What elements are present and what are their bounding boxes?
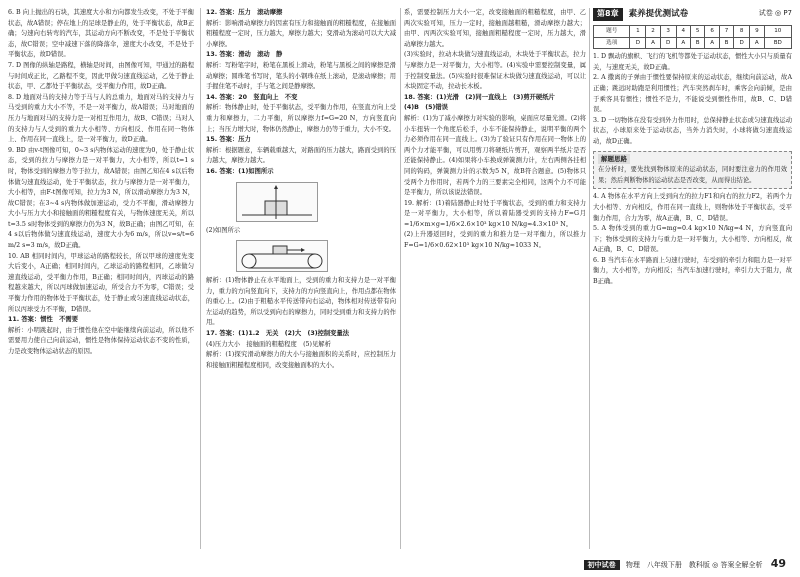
table-row bbox=[594, 37, 792, 49]
test-header bbox=[593, 8, 792, 21]
tips-text: 在分析时，要先找到物体原来的运动状态，同时要注意力的作用效果；然后判断物体的运动状态是否改变，从而得出结论。 bbox=[598, 166, 787, 184]
answer-paragraph: (4)压力大小 接触面的粗糙程度 (5)见解析 bbox=[206, 340, 331, 348]
table-cell: 6 bbox=[705, 26, 719, 38]
answer-paragraph: 10. AB 相同时间内，甲球运动的路程较长，所以甲球的速度先变大后变小，A正确；相同时间内，乙球运动的路程相同，乙球做匀速直线运动，受平衡力作用，B正确；相同时间内，丙球运动的路程越来越大，所以丙球做加速运动，所受合力不为零，C错误；受平衡力作用的物体处于平衡状态，处于静止或匀速直线运动状态，所以丙球受力不平衡，D错误。 bbox=[8, 252, 194, 313]
tips-title: 解题思路 bbox=[598, 154, 630, 165]
column-divider bbox=[400, 8, 401, 549]
answer-heading: 15. 答案：压力 bbox=[206, 136, 251, 144]
force-diagram-svg bbox=[237, 183, 317, 221]
answer-paragraph: 2. A 撒离的子弹由于惯性要保持原来的运动状态，继续向前运动，故A正确；跳远时助跑是利用惯性；汽车突然刹车时，乘客会向前倾，是由于乘客具有惯性；惯性不是力，不能说受到惯性作用，故B、C、D错误。 bbox=[593, 74, 792, 114]
answer-paragraph: (2)如图所示 bbox=[206, 226, 241, 234]
table-cell: 1 bbox=[630, 26, 646, 38]
table-cell: A bbox=[750, 37, 764, 49]
table-cell: A bbox=[705, 37, 719, 49]
column-2 bbox=[206, 8, 396, 371]
brand-label: ◎ 答案全解全析 bbox=[712, 561, 763, 569]
chapter-label: 第8章 bbox=[593, 8, 623, 21]
answer-heading: 17. 答案：(1)1.2 无关 (2)大 (3)控制变量法 bbox=[206, 330, 350, 338]
answer-heading: 11. 答案：惯性 不需要 bbox=[8, 316, 79, 324]
page-reference: 试卷 ◎ P7 bbox=[758, 9, 792, 17]
subject-label: 物理 八年级下册 教科版 bbox=[625, 561, 710, 569]
table-cell: 5 bbox=[690, 26, 704, 38]
table-cell: 10 bbox=[764, 26, 791, 38]
answer-paragraph: 解析：影响滑动摩擦力的因素有压力和接触面的粗糙程度，在接触面粗糙程度一定时，压力越大，摩擦力越大；变滑动为滚动可以大大减小摩擦。 bbox=[206, 19, 396, 48]
answer-paragraph: 9. BD 由v-t图像可知，0~3 s内物体运动的速度为0，处于静止状态，受到的拉力与摩擦力是一对平衡力，大小相等，所以t=1 s时，物体受到的摩擦力等于拉力，故A错误；由图乙知在4 s以后物体做匀速直线运动，处于平衡状态，拉力与摩擦力是一对平衡力，大小相等，由F-t图像可知，拉力为3 N，所以滑动摩擦力为3 N，故C错误；在3~4 s内物体做加速运动，受力不平衡，滑动摩擦力大小与压力大小和接触面的粗糙程度有关，与物体速度无关，所以t=3.5 s时物体受到的摩擦力仍为3 N，故B正确；由图乙可知，在4 s以后物体做匀速直线运动，速度大小为6 m/s，所以v=s/t=6 m/2 s=3 m/s，故D正确。 bbox=[8, 146, 194, 250]
table-cell: D bbox=[630, 37, 646, 49]
answer-paragraph: 解析：小明跳起时，由于惯性他在空中能继续向前运动，所以他不需要用力使自己向前运动，惯性是物体保持运动状态不变的性质，力是改变物体运动状态的原因。 bbox=[8, 326, 194, 355]
answer-paragraph: 解析：物体静止时，处于平衡状态，受平衡力作用，在竖直方向上受重力和摩擦力，二力平衡，所以摩擦力f=G=20 N，方向竖直向上；当压力增大时，物体仍然静止，摩擦力仍等于重力，大小不变。 bbox=[206, 104, 396, 133]
answer-paragraph: 3. D 一切物体在没有受到外力作用时，总保持静止状态或匀速直线运动状态，小球原来处于运动状态，当外力消失时，小球将做匀速直线运动，故D正确。 bbox=[593, 116, 792, 145]
answer-paragraph: (3)实验时，拉动木块做匀速直线运动，木块处于平衡状态，拉力与摩擦力是一对平衡力，大小相等。(4)实验中需要控制变量，属于控制变量法。(5)实验时很难保证木块做匀速直线运动，可以让木块固定不动，拉动长木板。 bbox=[404, 51, 586, 91]
footer-inner bbox=[584, 557, 786, 570]
table-cell: 题号 bbox=[594, 26, 630, 38]
answer-paragraph: 6. B 向上抛出的石块，其速度大小和方向都发生改变，不处于平衡状态，故A错误；停在地上的足球是静止的，处于平衡状态，故B正确；匀速向右转弯的汽车，其运动方向不断改变，不是处于平衡状态，故C错误；空中减速下落的降落伞，速度大小改变，不是处于平衡状态，故D错误。 bbox=[8, 9, 194, 59]
answer-paragraph: 解析：根据题意，车辆载重越大，对路面的压力越大，路面受到的压力越大，摩擦力越大。 bbox=[206, 146, 396, 165]
conveyor-svg bbox=[237, 241, 327, 271]
table-cell: A bbox=[646, 37, 660, 49]
series-label: 初中试卷 bbox=[584, 560, 620, 570]
table-cell: 8 bbox=[734, 26, 750, 38]
answer-paragraph: 系，需要控制压力大小一定，改变接触面的粗糙程度，由甲、乙两次实验可知，压力一定时，接触面越粗糙，滑动摩擦力越大；由甲、丙两次实验可知，接触面粗糙程度一定时，压力越大，滑动摩擦力越大。 bbox=[404, 9, 586, 48]
test-title: 素养提优测试卷 bbox=[628, 9, 689, 19]
table-cell: D bbox=[660, 37, 676, 49]
table-cell: 选项 bbox=[594, 37, 630, 49]
answer-paragraph: (2)上升器返回时，受到的重力和推力是一对平衡力，所以推力F=G=1/6×0.62×10³ kg×10 N/kg≈1033 N。 bbox=[404, 231, 586, 250]
answer-heading: 18. 答案：(1)光滑 (2)同一直线上 (3)剪开硬纸片 bbox=[404, 93, 555, 101]
answer-table bbox=[593, 25, 792, 49]
answer-paragraph: 7. D 图像的纵轴是路程，横轴是时间，由图像可知，甲通过的路程与时间成正比，乙路程不变，因此甲做匀速直线运动，乙处于静止状态，甲、乙都处于平衡状态，受平衡力作用，故D正确。 bbox=[8, 61, 194, 91]
table-cell: B bbox=[719, 37, 733, 49]
table-cell: 7 bbox=[719, 26, 733, 38]
answer-paragraph: 解析：(1)为了减小摩擦力对实验的影响，桌面应尽量光滑。(2)将小车扭转一个角度后松手，小车不能保持静止，说明平衡的两个力必须作用在同一直线上。(3)为了验证只有作用在同一物体上的两个力才能平衡，可以用剪刀将硬纸片剪开，观察两半纸片是否还能保持静止。(4)如果将小车换成弹簧测力计，左右两侧各挂相同的钩码，弹簧测力计的示数为5 N，故B符合题意。(5)物体只受两个力作用时，若两个力的三要素完全相同，这两个力不可能是平衡力，所以该说法错误。 bbox=[404, 114, 586, 197]
force-diagram-2 bbox=[236, 240, 328, 272]
table-cell: 4 bbox=[676, 26, 690, 38]
column-3 bbox=[404, 8, 586, 252]
table-cell: BD bbox=[764, 37, 791, 49]
answer-paragraph: 19. 解析：(1)着陆器静止时处于平衡状态，受到的重力和支持力是一对平衡力，大小相等，所以着陆器受到的支持力F=G月=1/6×m×g=1/6×2.6×10³ kg×10 N/kg≈4.3×10³ N。 bbox=[404, 199, 586, 228]
answer-heading: (4)B (5)错误 bbox=[404, 104, 448, 112]
answer-heading: 12. 答案：压力 滚动摩擦 bbox=[206, 9, 283, 16]
answer-paragraph: 1. D 飘动的旗帜、飞行的飞机等都处于运动状态，惯性大小只与质量有关，与速度无关，故D正确。 bbox=[593, 53, 792, 71]
answer-heading: 16. 答案：(1)如图所示 bbox=[206, 167, 274, 175]
table-cell: A bbox=[676, 37, 690, 49]
column-4 bbox=[593, 8, 792, 288]
answer-paragraph: 解析：写粉笔字时，粉笔在黑板上滑动，粉笔与黑板之间的摩擦是滑动摩擦；圆珠笔书写时，笔头的小钢珠在纸上滚动，是滚动摩擦；用手握住笔不动时，手与笔之间是静摩擦。 bbox=[206, 61, 396, 91]
answer-paragraph: 8. D 地面对马的支持力等于马与人的总重力，地面对马的支持力与马受到的重力大小不等，不是一对平衡力，故A错误；马对地面的压力与地面对马的支持力是一对相互作用力，故B、C错误；马对人的支持力与人受到的重力大小相等、方向相反、作用在同一物体上、作用在同一直线上，是一对平衡力，故D正确。 bbox=[8, 93, 194, 144]
table-cell: B bbox=[690, 37, 704, 49]
answer-paragraph: 解析：(1)物体静止在水平地面上，受到的重力和支持力是一对平衡力，重力的方向竖直向下，支持力的方向竖直向上，作用点都在物体的重心上。(2)由于粗糙水平传送带向右运动，物体相对传送带有向左运动的趋势，所以受到向右的摩擦力，同时受到重力和支持力的作用。 bbox=[206, 277, 396, 327]
table-row bbox=[594, 26, 792, 38]
tips-box bbox=[593, 151, 792, 190]
page-number: 49 bbox=[770, 557, 786, 570]
answer-paragraph: 5. A 物体受到的重力G=mg=0.4 kg×10 N/kg=4 N，方向竖直向下；物体受到的支持力与重力是一对平衡力，大小相等、方向相反，故A正确，B、C、D错误。 bbox=[593, 225, 792, 254]
answer-paragraph: 4. A 物体在水平方向上受到向左的拉力F1和向右的拉力F2，若两个力大小相等、方向相反，作用在同一直线上，则物体处于平衡状态，受平衡力作用，合力为零，故A正确，B、C、D错误。 bbox=[593, 193, 792, 222]
table-cell: 3 bbox=[660, 26, 676, 38]
table-cell: 2 bbox=[646, 26, 660, 38]
answer-heading: 14. 答案：20 竖直向上 不变 bbox=[206, 93, 298, 101]
column-1 bbox=[8, 8, 194, 358]
column-divider bbox=[200, 8, 201, 549]
table-cell: 9 bbox=[750, 26, 764, 38]
page-footer bbox=[0, 555, 800, 571]
table-cell: D bbox=[734, 37, 750, 49]
answer-paragraph: 6. B 当汽车在水平路面上匀速行驶时，车受到的牵引力和阻力是一对平衡力，大小相等，方向相反；当汽车加速行驶时，牵引力大于阻力，故B正确。 bbox=[593, 256, 792, 286]
force-diagram-1 bbox=[236, 182, 318, 222]
answer-heading: 13. 答案：滑动 滚动 静 bbox=[206, 51, 283, 59]
answer-paragraph: 解析：(1)探究滑动摩擦力的大小与接触面积的关系时，应控制压力和接触面粗糙程度相同，改变接触面积的大小。 bbox=[206, 351, 396, 369]
column-divider bbox=[589, 8, 590, 549]
